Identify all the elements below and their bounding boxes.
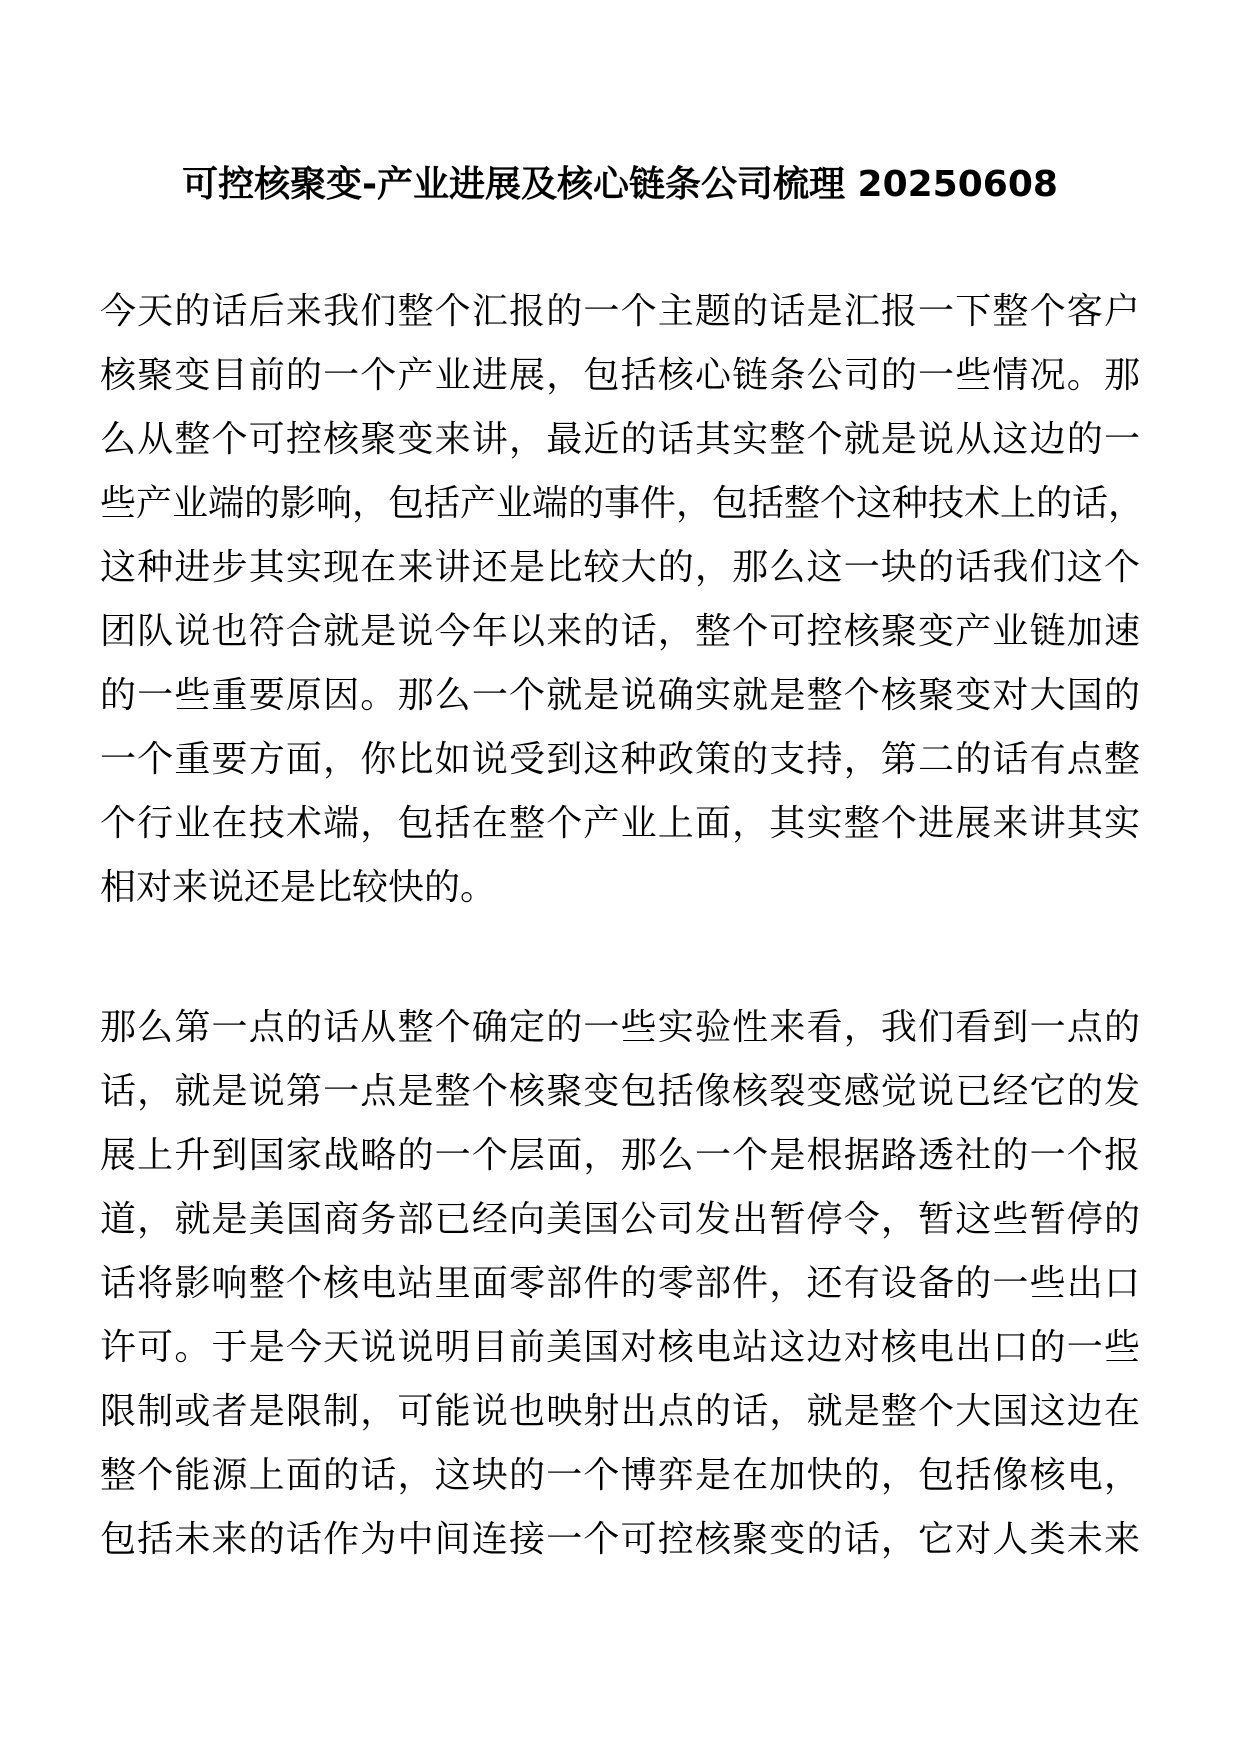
text-line: 个行业在技术端，包括在整个产业上面，其实整个进展来讲其实 xyxy=(100,803,1140,844)
text-line: 核聚变目前的一个产业进展，包括核心链条公司的一些情况。那 xyxy=(100,355,1140,396)
document-title: 可控核聚变-产业进展及核心链条公司梳理 20250608 xyxy=(182,164,1058,205)
text-line: 的一些重要原因。那么一个就是说确实就是整个核聚变对大国的 xyxy=(100,675,1140,716)
paragraph-2 xyxy=(100,996,1140,1572)
text-line: 许可。于是今天说说明目前美国对核电站这边对核电出口的一些 xyxy=(100,1327,1140,1368)
text-line: 道，就是美国商务部已经向美国公司发出暂停令，暂这些暂停的 xyxy=(100,1199,1140,1240)
text-line: 相对来说还是比较快的。 xyxy=(100,867,497,908)
text-line: 今天的话后来我们整个汇报的一个主题的话是汇报一下整个客户 xyxy=(100,291,1140,332)
text-line: 限制或者是限制，可能说也映射出点的话，就是整个大国这边在 xyxy=(100,1391,1140,1432)
text-line: 展上升到国家战略的一个层面，那么一个是根据路透社的一个报 xyxy=(100,1135,1140,1176)
text-line: 些产业端的影响，包括产业端的事件，包括整个这种技术上的话， xyxy=(100,483,1145,524)
text-line: 整个能源上面的话，这块的一个博弈是在加快的，包括像核电， xyxy=(100,1455,1140,1496)
text-line: 包括未来的话作为中间连接一个可控核聚变的话，它对人类未来 xyxy=(100,1519,1140,1560)
text-line: 团队说也符合就是说今年以来的话，整个可控核聚变产业链加速 xyxy=(100,611,1140,652)
text-line: 话将影响整个核电站里面零部件的零部件，还有设备的一些出口 xyxy=(100,1263,1140,1304)
text-line: 这种进步其实现在来讲还是比较大的，那么这一块的话我们这个 xyxy=(100,547,1140,588)
text-line: 一个重要方面，你比如说受到这种政策的支持，第二的话有点整 xyxy=(100,739,1140,780)
text-line: 那么第一点的话从整个确定的一些实验性来看，我们看到一点的 xyxy=(100,1007,1140,1048)
paragraph-1 xyxy=(100,280,1145,920)
text-line: 话，就是说第一点是整个核聚变包括像核裂变感觉说已经它的发 xyxy=(100,1071,1140,1112)
text-line: 么从整个可控核聚变来讲，最近的话其实整个就是说从这边的一 xyxy=(100,419,1140,460)
